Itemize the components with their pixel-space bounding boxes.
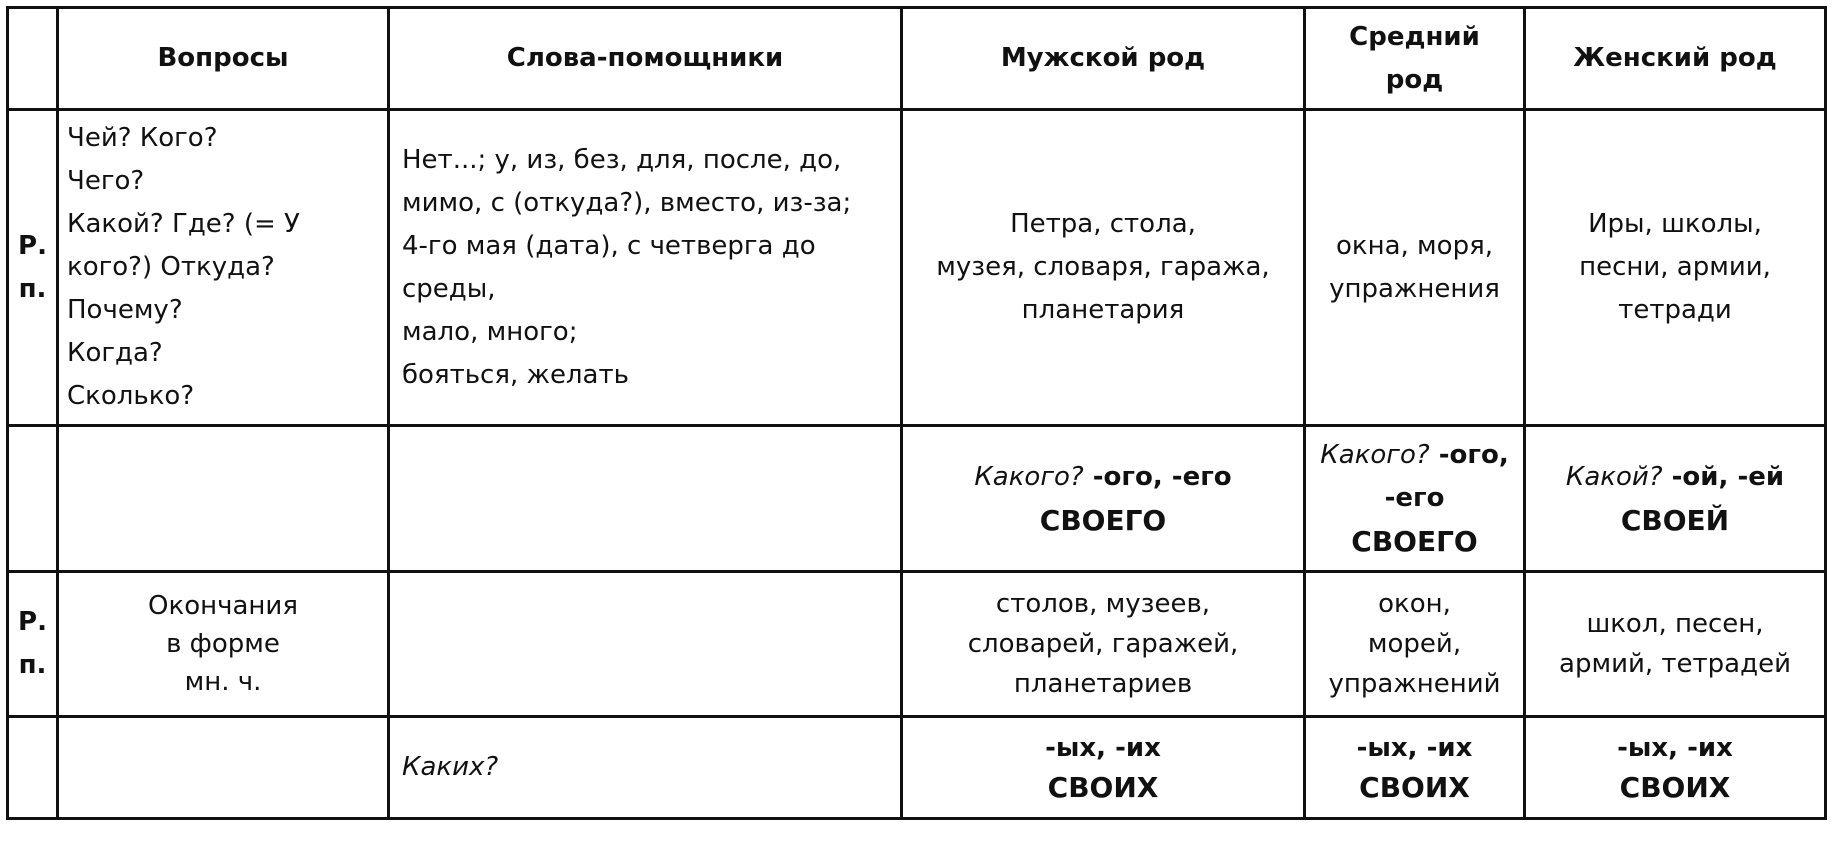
case-label-cell bbox=[8, 110, 58, 426]
example-line: столов, музеев, bbox=[995, 589, 1211, 619]
neuter-plural-cell bbox=[1305, 572, 1525, 717]
example-line: армий, тетрадей bbox=[1559, 649, 1791, 679]
helper-line: 4-го мая (дата), с четверга до bbox=[402, 230, 816, 261]
row-singular-nouns bbox=[8, 110, 1826, 426]
row-adjective-singular bbox=[8, 426, 1826, 572]
question-line: Почему? bbox=[67, 295, 183, 325]
header-row bbox=[8, 8, 1826, 110]
adj-pronoun: СВОЕЙ bbox=[1620, 503, 1730, 537]
adj-pronoun: СВОИХ bbox=[1359, 770, 1470, 804]
example-line: тетради bbox=[1618, 295, 1732, 325]
plural-label-line: мн. ч. bbox=[184, 667, 262, 697]
helper-line: мало, много; bbox=[402, 316, 578, 347]
case-label-line2: п. bbox=[18, 650, 47, 680]
question-line: кого?) Откуда? bbox=[67, 252, 275, 282]
helper-line: мимо, с (откуда?), вместо, из-за; bbox=[402, 187, 852, 218]
feminine-adj-cell bbox=[1525, 426, 1826, 572]
case-label-line1: Р. bbox=[18, 230, 47, 261]
plural-label-cell bbox=[58, 572, 389, 717]
example-line: Петра, стола, bbox=[1010, 209, 1196, 239]
example-line: упражнения bbox=[1329, 273, 1500, 304]
example-line: словарей, гаражей, bbox=[967, 629, 1239, 659]
case-label-line1: Р. bbox=[18, 607, 47, 637]
example-line: окон, bbox=[1378, 589, 1451, 619]
header-masculine: Мужской род bbox=[902, 8, 1305, 110]
adj-pronoun: СВОИХ bbox=[1619, 770, 1731, 804]
feminine-singular-cell bbox=[1525, 110, 1826, 426]
row-plural-nouns bbox=[8, 572, 1826, 717]
header-neuter-line1: Средний bbox=[1349, 21, 1480, 52]
example-line: планетариев bbox=[1013, 669, 1193, 699]
adj-pronoun: СВОЕГО bbox=[1351, 525, 1478, 558]
masculine-plural-cell bbox=[902, 572, 1305, 717]
case-label-line2: п. bbox=[18, 273, 47, 304]
neuter-adj-cell bbox=[1305, 426, 1525, 572]
plural-label-line: в форме bbox=[166, 629, 280, 659]
example-line: музея, словаря, гаража, bbox=[936, 252, 1270, 282]
header-neuter-line2: род bbox=[1385, 64, 1444, 95]
neuter-adj-plural-cell bbox=[1305, 717, 1525, 819]
adj-question: Какого? bbox=[1320, 440, 1430, 470]
example-line: школ, песен, bbox=[1586, 609, 1764, 639]
empty-cell bbox=[8, 717, 58, 819]
example-line: планетария bbox=[1021, 295, 1185, 325]
header-neuter bbox=[1305, 8, 1525, 110]
helper-line: бояться, желать bbox=[402, 359, 629, 390]
question-line: Чего? bbox=[67, 166, 145, 196]
header-case bbox=[8, 8, 58, 110]
adj-endings: -ых, -их bbox=[1617, 732, 1733, 763]
adj-endings: -ой, -ей bbox=[1662, 461, 1785, 492]
header-helper-words: Слова-помощники bbox=[389, 8, 902, 110]
plural-label-line: Окончания bbox=[148, 591, 298, 621]
adj-pronoun: СВОИХ bbox=[1047, 770, 1159, 804]
masculine-singular-cell bbox=[902, 110, 1305, 426]
genitive-case-table bbox=[6, 6, 1827, 820]
empty-cell bbox=[58, 426, 389, 572]
example-line: упражнений bbox=[1328, 669, 1501, 699]
masculine-adj-plural-cell bbox=[902, 717, 1305, 819]
row-adjective-plural bbox=[8, 717, 1826, 819]
adj-endings: -ого, -его bbox=[1083, 461, 1232, 492]
example-line: окна, моря, bbox=[1335, 230, 1493, 261]
adj-endings: -ого, bbox=[1429, 440, 1509, 470]
feminine-adj-plural-cell bbox=[1525, 717, 1826, 819]
adj-endings: -ых, -их bbox=[1356, 732, 1473, 763]
question-line: Сколько? bbox=[67, 381, 195, 411]
example-line: морей, bbox=[1367, 629, 1462, 659]
adj-endings: -ых, -их bbox=[1045, 732, 1161, 763]
feminine-plural-cell bbox=[1525, 572, 1826, 717]
adj-question: Какого? bbox=[974, 461, 1084, 492]
empty-cell bbox=[8, 426, 58, 572]
helper-words-cell bbox=[389, 110, 902, 426]
case-label-cell bbox=[8, 572, 58, 717]
helper-line: Нет...; у, из, без, для, после, до, bbox=[402, 144, 842, 175]
example-line: песни, армии, bbox=[1579, 252, 1771, 282]
header-questions: Вопросы bbox=[58, 8, 389, 110]
plural-question-cell: Каких? bbox=[389, 717, 902, 819]
header-feminine: Женский род bbox=[1525, 8, 1826, 110]
example-line: Иры, школы, bbox=[1588, 209, 1762, 239]
adj-endings-line2: -его bbox=[1384, 483, 1445, 513]
empty-cell bbox=[58, 717, 389, 819]
question-line: Какой? Где? (= У bbox=[67, 209, 300, 239]
questions-cell bbox=[58, 110, 389, 426]
helper-line: среды, bbox=[402, 273, 496, 304]
neuter-singular-cell bbox=[1305, 110, 1525, 426]
question-line: Чей? Кого? bbox=[67, 123, 218, 153]
empty-cell bbox=[389, 426, 902, 572]
empty-cell bbox=[389, 572, 902, 717]
question-line: Когда? bbox=[67, 338, 163, 368]
adj-pronoun: СВОЕГО bbox=[1039, 503, 1167, 537]
masculine-adj-cell bbox=[902, 426, 1305, 572]
adj-question: Какой? bbox=[1565, 461, 1663, 492]
